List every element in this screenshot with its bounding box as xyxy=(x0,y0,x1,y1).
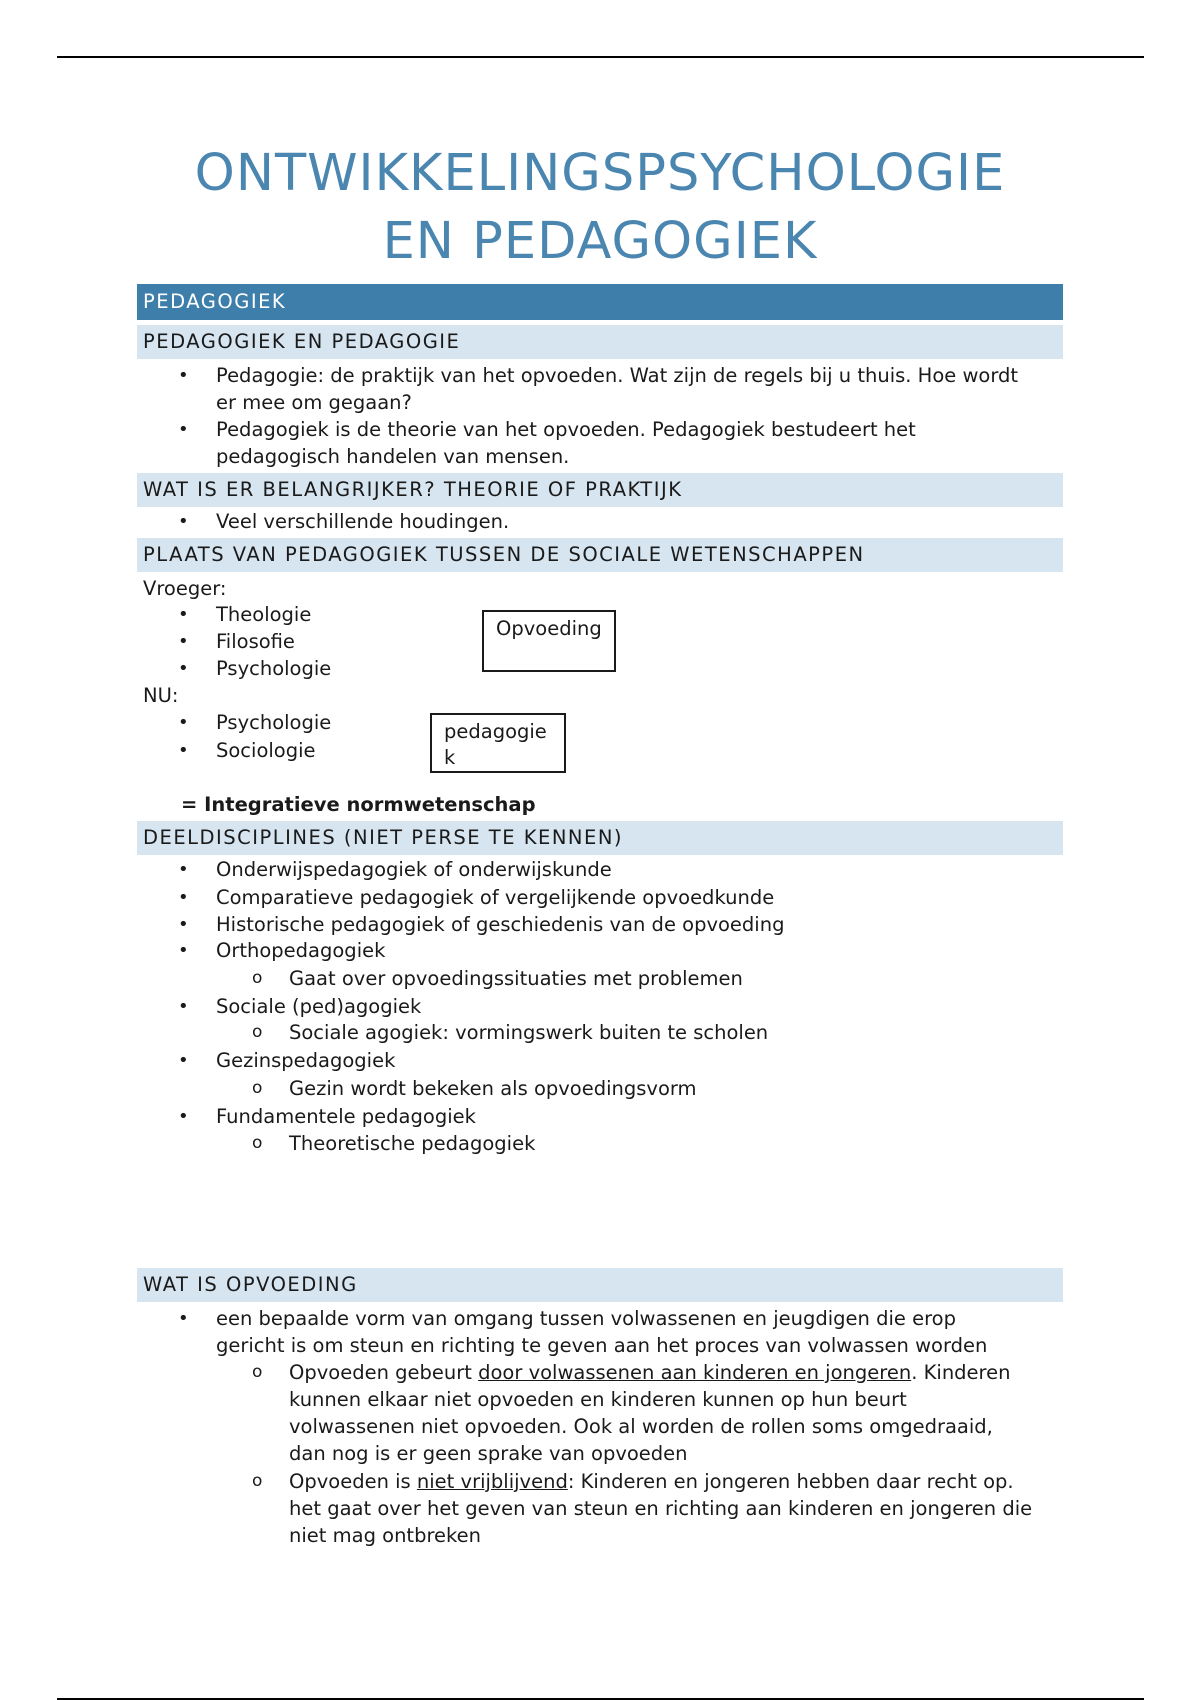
discipline-sub-item: Gezin wordt bekeken als opvoedingsvorm xyxy=(289,1077,697,1100)
discipline-sub-item: Theoretische pedagogiek xyxy=(289,1132,536,1155)
nu-label: NU: xyxy=(143,684,179,707)
discipline-item: Comparatieve pedagogiek of vergelijkende opvoedkunde xyxy=(216,886,775,909)
opvoeding-sub-b-line-2: het gaat over het geven van steun en richting aan kinderen en jongeren die xyxy=(289,1497,1033,1520)
discipline-item: Orthopedagogiek xyxy=(216,939,386,962)
bullet-icon: • xyxy=(178,1050,189,1071)
opvoeding-sub-a-line-1 xyxy=(289,1359,1011,1386)
nu-item: Sociologie xyxy=(216,739,316,762)
document-title xyxy=(137,140,1063,276)
vroeger-item: Psychologie xyxy=(216,657,332,680)
opvoeding-line-1: een bepaalde vorm van omgang tussen volwassenen en jeugdigen die erop xyxy=(216,1307,956,1330)
bullet-icon: • xyxy=(178,1106,189,1127)
opvoeding-sub-a-line-3: volwassenen niet opvoeden. Ook al worden de rollen soms omgedraaid, xyxy=(289,1415,993,1438)
nu-item: Psychologie xyxy=(216,711,332,734)
pedagogie-line-1: Pedagogie: de praktijk van het opvoeden. Wat zijn de regels bij u thuis. Hoe wordt xyxy=(216,364,1019,387)
heading-wat-is-opvoeding: WAT IS OPVOEDING xyxy=(137,1268,1063,1302)
bullet-icon: • xyxy=(178,658,189,679)
bullet-icon: • xyxy=(178,631,189,652)
header-rule xyxy=(57,56,1144,58)
bullet-icon: • xyxy=(178,740,189,761)
text-run: Opvoeden is xyxy=(289,1470,417,1493)
heading-pedagogiek-en-pedagogie: PEDAGOGIEK EN PEDAGOGIE xyxy=(137,325,1063,359)
opvoeding-sub-b-line-3: niet mag ontbreken xyxy=(289,1524,481,1547)
discipline-item: Historische pedagogiek of geschiedenis van de opvoeding xyxy=(216,913,785,936)
opvoeding-sub-a-line-2: kunnen elkaar niet opvoeden en kinderen kunnen op hun beurt xyxy=(289,1388,907,1411)
underlined-text: niet vrijblijvend xyxy=(416,1470,568,1493)
bullet-icon: • xyxy=(178,712,189,733)
discipline-sub-item: Gaat over opvoedingssituaties met problemen xyxy=(289,967,743,990)
heading-deeldisciplines: DEELDISCIPLINES (NIET PERSE TE KENNEN) xyxy=(137,821,1063,855)
opvoeding-line-2: gericht is om steun en richting te geven aan het proces van volwassen worden xyxy=(216,1334,988,1357)
title-line-2: EN PEDAGOGIEK xyxy=(382,212,818,271)
pedagogie-line-2: er mee om gegaan? xyxy=(216,391,412,414)
sub-bullet-icon: o xyxy=(252,1362,263,1382)
bullet-icon: • xyxy=(178,859,189,880)
bullet-icon: • xyxy=(178,1308,189,1329)
bullet-icon: • xyxy=(178,604,189,625)
sub-bullet-icon: o xyxy=(252,1133,263,1153)
text-run: Opvoeden gebeurt xyxy=(289,1361,479,1384)
bullet-icon: • xyxy=(178,365,189,386)
discipline-item: Sociale (ped)agogiek xyxy=(216,995,422,1018)
pedagogiek-box: pedagogiek xyxy=(430,713,566,773)
vroeger-item: Theologie xyxy=(216,603,312,626)
pedagogiek-line-2: pedagogisch handelen van mensen. xyxy=(216,445,570,468)
section-heading-pedagogiek: PEDAGOGIEK xyxy=(137,284,1063,320)
discipline-item: Fundamentele pedagogiek xyxy=(216,1105,476,1128)
sub-bullet-icon: o xyxy=(252,1022,263,1042)
discipline-item: Onderwijspedagogiek of onderwijskunde xyxy=(216,858,612,881)
bullet-icon: • xyxy=(178,996,189,1017)
opvoeding-sub-a-line-4: dan nog is er geen sprake van opvoeden xyxy=(289,1442,688,1465)
text-run: . Kinderen xyxy=(911,1361,1011,1384)
sub-bullet-icon: o xyxy=(252,968,263,988)
vroeger-label: Vroeger: xyxy=(143,577,227,600)
belangrijker-item: Veel verschillende houdingen. xyxy=(216,510,510,533)
vroeger-item: Filosofie xyxy=(216,630,295,653)
underlined-text: door volwassenen aan kinderen en jongeren xyxy=(478,1361,912,1384)
heading-plaats-van-pedagogiek: PLAATS VAN PEDAGOGIEK TUSSEN DE SOCIALE WETENSCHAPPEN xyxy=(137,538,1063,572)
opvoeding-box: Opvoeding xyxy=(482,610,616,672)
heading-wat-is-belangrijker: WAT IS ER BELANGRIJKER? THEORIE OF PRAKTIJK xyxy=(137,473,1063,507)
sub-bullet-icon: o xyxy=(252,1471,263,1491)
bullet-icon: • xyxy=(178,511,189,532)
bullet-icon: • xyxy=(178,914,189,935)
title-line-1: ONTWIKKELINGSPSYCHOLOGIE xyxy=(194,144,1006,203)
pedagogiek-line-1: Pedagogiek is de theorie van het opvoeden. Pedagogiek bestudeert het xyxy=(216,418,916,441)
discipline-item: Gezinspedagogiek xyxy=(216,1049,396,1072)
integratieve-normwetenschap: = Integratieve normwetenschap xyxy=(181,793,536,816)
bullet-icon: • xyxy=(178,887,189,908)
bullet-icon: • xyxy=(178,940,189,961)
bullet-icon: • xyxy=(178,419,189,440)
sub-bullet-icon: o xyxy=(252,1078,263,1098)
discipline-sub-item: Sociale agogiek: vormingswerk buiten te scholen xyxy=(289,1021,769,1044)
text-run: : Kinderen en jongeren hebben daar recht op. xyxy=(567,1470,1014,1493)
opvoeding-sub-b-line-1 xyxy=(289,1468,1014,1495)
